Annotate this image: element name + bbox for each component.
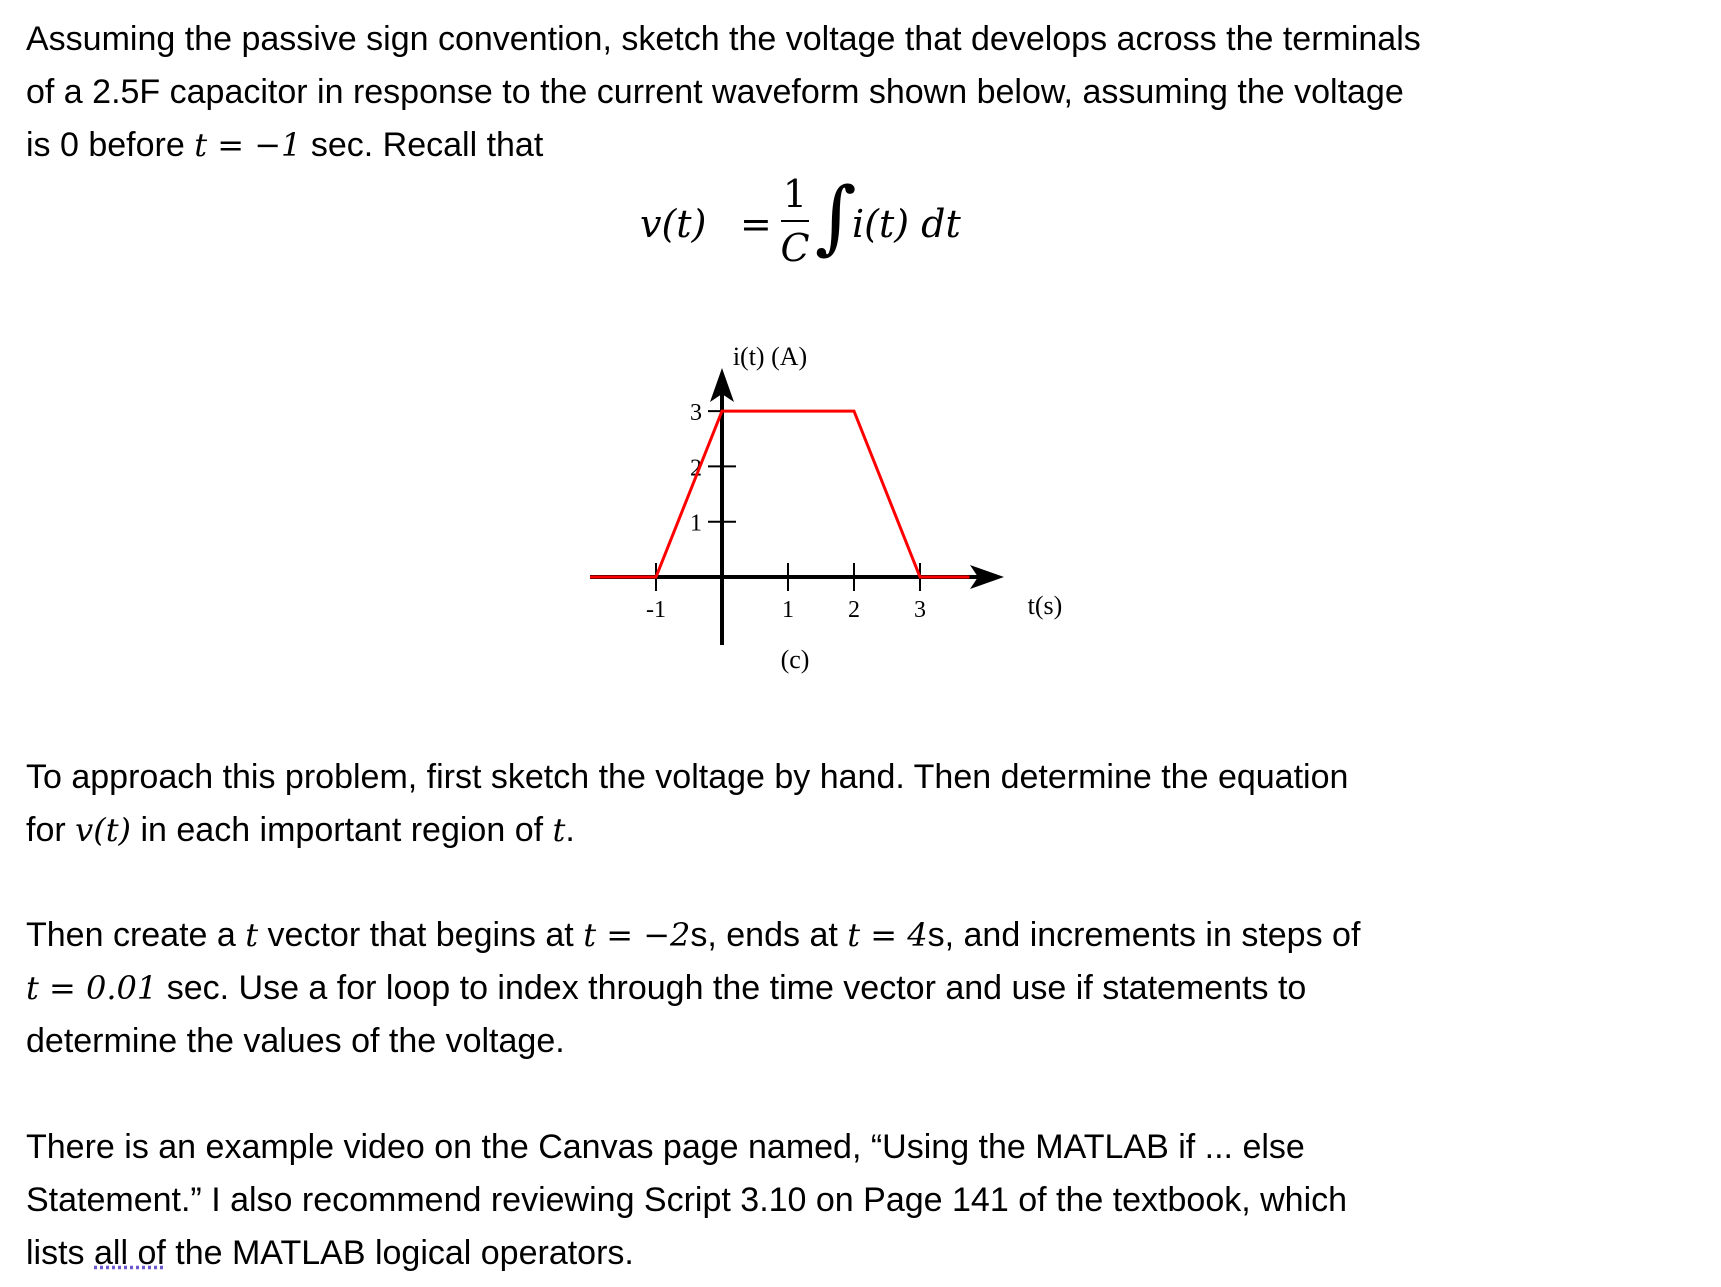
equation-rhs: i(t) dt [852,202,961,246]
x-tick-label: -1 [646,597,666,623]
text: sec. Recall that [301,126,544,164]
x-axis-label: t(s) [1027,591,1063,620]
text: is 0 before [26,126,195,164]
y-axis-label: i(t) (A) [732,342,808,371]
paragraph4-line1: There is an example video on the Canvas page named, “Using the MATLAB if ... else [26,1128,1305,1166]
text: . [565,811,575,849]
equation-lhs: v(t) [640,202,707,246]
paragraph2-line2 [26,810,575,850]
denominator: C [780,226,810,270]
x-tick-label: 2 [848,597,860,623]
text: for [26,811,76,849]
paragraph1-line2: of a 2.5F capacitor in response to the current waveform shown below, assuming the voltage [26,73,1404,111]
text: vector that begins at [258,916,584,954]
text: Then create a [26,916,246,954]
chart-caption: (c) [780,645,810,674]
text: the MATLAB logical operators. [165,1234,634,1272]
math-t: t = −1 [194,126,302,164]
paragraph1-line1: Assuming the passive sign convention, sketch the voltage that develops across the terminals [26,20,1421,58]
paragraph3-line3: determine the values of the voltage. [26,1022,565,1060]
underlined-text: all of [94,1234,166,1272]
text: lists [26,1234,94,1272]
text: s, and increments in steps of [927,916,1361,954]
y-tick-label: 3 [690,400,702,427]
equation-equals: = [740,202,772,246]
paragraph2-line1: To approach this problem, first sketch the voltage by hand. Then determine the equation [26,758,1349,796]
text: in each important region of [131,811,553,849]
paragraph4-line2: Statement.” I also recommend reviewing Script 3.10 on Page 141 of the textbook, which [26,1181,1348,1219]
paragraph3-line2 [26,968,1306,1008]
math-t: t [245,916,259,954]
math-v-of-t: v(t) [75,811,132,849]
integral-sign: ∫ [815,170,857,263]
math-t-start: t = −2 [583,916,691,954]
y-tick-label: 1 [690,510,702,537]
numerator: 1 [782,172,808,216]
paragraph4-line3 [26,1233,634,1273]
x-tick-label: 3 [914,597,926,623]
x-tick-label: 1 [782,597,794,623]
math-t-step: t = 0.01 [26,969,158,1007]
text: sec. Use a for loop to index through the time vector and use if statements to [157,969,1307,1007]
math-t-end: t = 4 [847,916,928,954]
y-tick-label: 2 [690,455,702,482]
current-waveform-line [590,411,970,577]
text: s, ends at [690,916,848,954]
paragraph3-line1 [26,915,1360,955]
math-t: t [552,811,566,849]
